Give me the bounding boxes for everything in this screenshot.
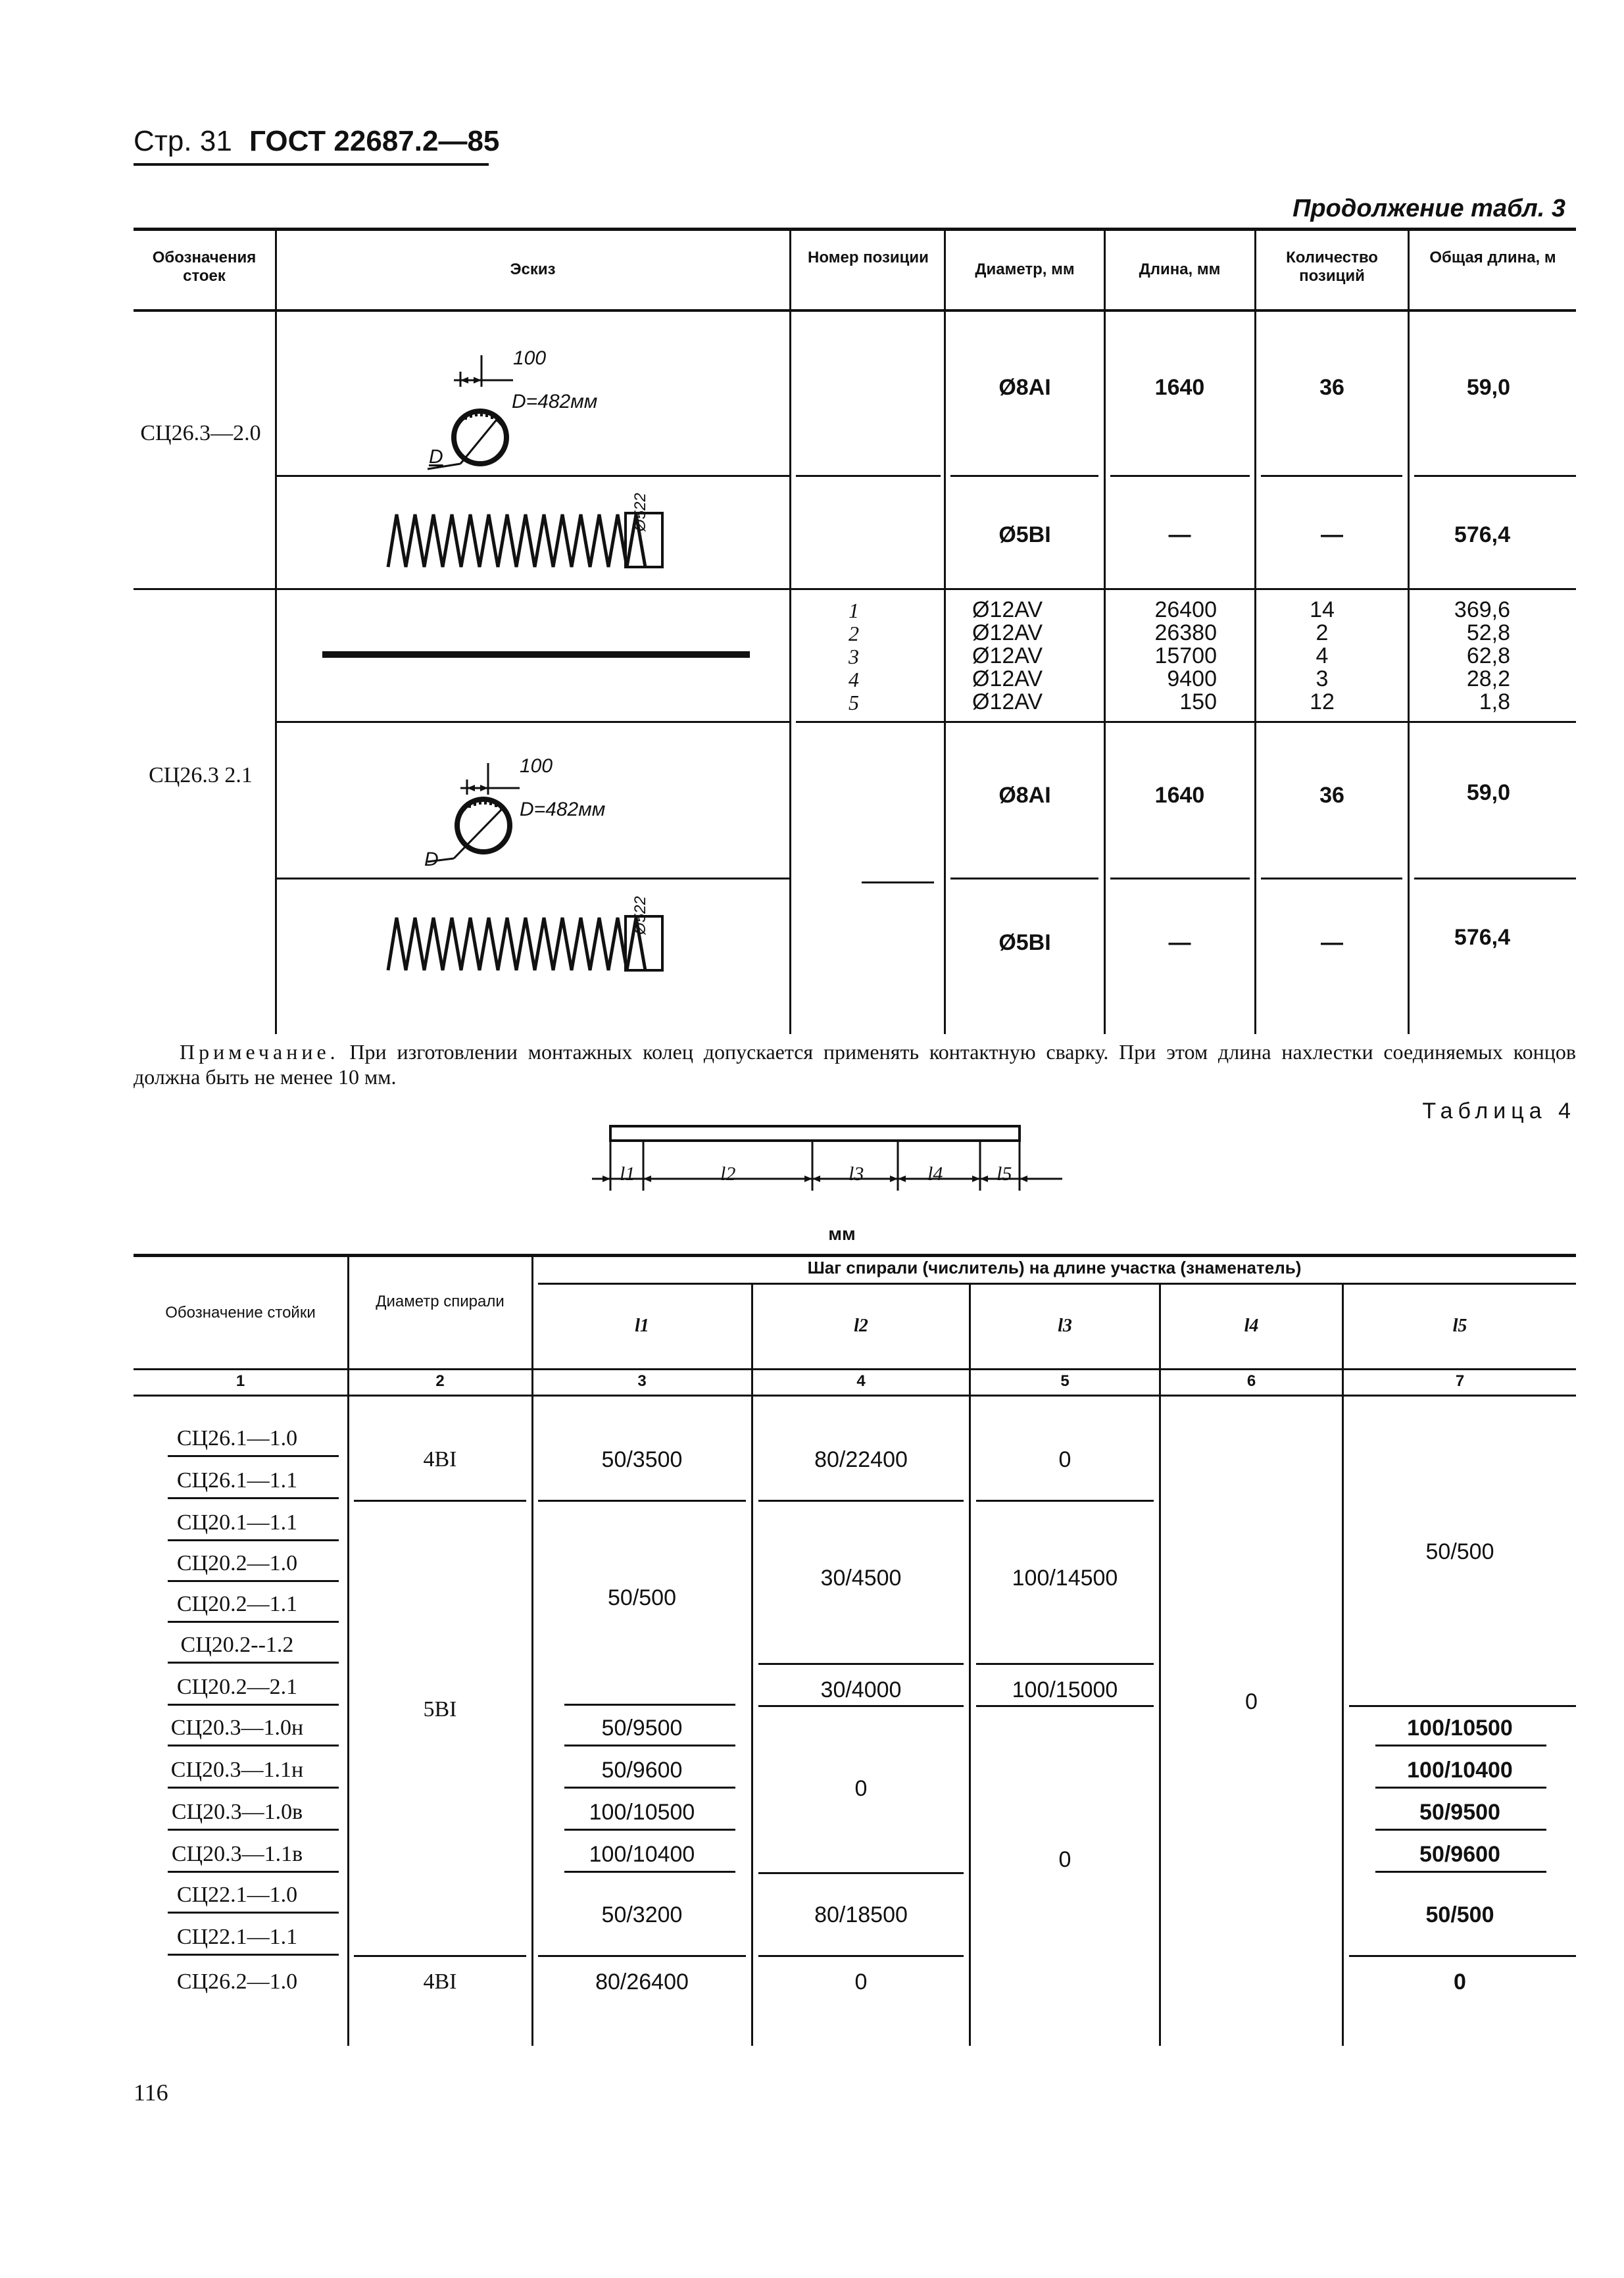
t4-colnum-6: 6: [1246, 1372, 1256, 1390]
t3-r0-diameter: Ø8AI: [998, 375, 1051, 400]
t4-l1-3: 50/9600: [601, 1758, 683, 1783]
t4-stand-2: СЦ20.1—1.1: [176, 1510, 298, 1535]
spiral-diameter-1: Ø522: [631, 493, 649, 532]
t3-col-diameter: Диаметр, мм: [975, 260, 1075, 278]
t3-r1-diameter: Ø5BI: [998, 522, 1051, 547]
t4-l1-0: 50/3500: [601, 1447, 683, 1472]
t4-l3-3: 0: [1058, 1847, 1071, 1872]
t3-r5-qty: 3: [1316, 666, 1329, 691]
t3-r7-length: 1640: [1154, 783, 1205, 808]
table4-units: мм: [828, 1224, 856, 1244]
t3-r0-qty: 36: [1319, 375, 1344, 400]
spiral-diameter-2: Ø522: [631, 896, 649, 935]
t3-r2-qty: 14: [1310, 597, 1335, 622]
t3-r5-total: 28,2: [1466, 666, 1510, 691]
t4-diam-1: 5BI: [423, 1697, 457, 1721]
t3-r2-diameter: Ø12AV: [972, 597, 1043, 622]
diagram-l5: l5: [997, 1163, 1012, 1185]
t4-sub-l3: l3: [1058, 1316, 1072, 1336]
t3-r3-diameter: Ø12AV: [972, 620, 1043, 645]
t4-l3-1: 100/14500: [1012, 1566, 1118, 1591]
t3-col-qty: Количество позиций: [1286, 249, 1378, 285]
t4-l5-2: 100/10400: [1407, 1758, 1513, 1783]
t3-r4-length: 15700: [1154, 643, 1217, 668]
diagram-l1: l1: [620, 1163, 635, 1185]
t4-sub-l2: l2: [854, 1316, 868, 1336]
t4-l2-1: 30/4500: [820, 1566, 902, 1591]
t4-l2-3: 0: [854, 1776, 868, 1801]
ring-letter-1: D: [429, 446, 443, 468]
table3-continuation: Продолжение табл. 3: [1292, 195, 1565, 222]
standard-number: ГОСТ 22687.2—85: [249, 125, 500, 157]
t3-r3-pos: 2: [849, 622, 859, 645]
t4-stand-0: СЦ26.1—1.0: [176, 1426, 298, 1450]
t4-stand-3: СЦ20.2—1.0: [176, 1551, 298, 1575]
t4-col-group: Шаг спирали (числитель) на длине участка (знаменатель): [807, 1258, 1302, 1277]
t4-l3-2: 100/15000: [1012, 1677, 1118, 1702]
t3-r3-qty: 2: [1316, 620, 1329, 645]
t3-r6-total: 1,8: [1479, 689, 1510, 714]
t4-l2-5: 0: [854, 1969, 868, 1994]
t3-r2-length: 26400: [1154, 597, 1217, 622]
page-label: Стр. 31: [134, 125, 232, 157]
t4-colnum-3: 3: [637, 1372, 647, 1390]
diagram-l4: l4: [927, 1163, 943, 1185]
t3-r1-length: —: [1168, 522, 1191, 547]
t3-r0-total: 59,0: [1466, 375, 1510, 400]
t4-l1-2: 50/9500: [601, 1716, 683, 1741]
page-number: 116: [134, 2079, 168, 2106]
t3-r6-diameter: Ø12AV: [972, 689, 1043, 714]
t3-r4-diameter: Ø12AV: [972, 643, 1043, 668]
t4-l4-0: 0: [1245, 1689, 1258, 1714]
t3-r8-qty: —: [1321, 930, 1343, 955]
t4-l2-4: 80/18500: [814, 1902, 908, 1927]
t4-stand-4: СЦ20.2—1.1: [176, 1592, 298, 1616]
t4-diam-2: 4BI: [423, 1969, 457, 1994]
header-rule: [134, 163, 489, 166]
t3-r8-length: —: [1168, 930, 1191, 955]
t4-stand-9: СЦ20.3—1.0в: [171, 1800, 303, 1824]
t4-l5-1: 100/10500: [1407, 1716, 1513, 1741]
t4-sub-l5: l5: [1452, 1316, 1467, 1336]
note-text: При изготовлении монтажных колец допускается применять контактную сварку. При этом длина нахлестки соединяемых концов должна быть не менее 10 мм.: [134, 1040, 1576, 1089]
t3-r0-length: 1640: [1154, 375, 1205, 400]
t4-l2-2: 30/4000: [820, 1677, 902, 1702]
t3-r2-total: 369,6: [1454, 597, 1510, 622]
t4-l2-0: 80/22400: [814, 1447, 908, 1472]
ring-diameter-2: D=482мм: [520, 799, 606, 820]
ring-letter-2: D: [424, 849, 439, 870]
t3-r7-diameter: Ø8AI: [998, 783, 1051, 808]
t4-l1-5: 100/10400: [589, 1842, 695, 1867]
t4-colnum-1: 1: [235, 1372, 245, 1390]
t4-l5-5: 50/500: [1425, 1902, 1494, 1927]
t3-col-length: Длина, мм: [1139, 260, 1221, 278]
ring-diameter-1: D=482мм: [512, 391, 598, 412]
t3-r6-length: 150: [1179, 689, 1217, 714]
page-header: [134, 125, 499, 158]
table4-title: Таблица 4: [1422, 1099, 1576, 1124]
t4-stand-13: СЦ26.2—1.0: [176, 1969, 298, 1994]
t3-r1-total: 576,4: [1454, 522, 1510, 547]
t3-col-position: Номер позиции: [808, 249, 929, 266]
t3-r6-qty: 12: [1310, 689, 1335, 714]
t3-r4-pos: 3: [849, 645, 859, 668]
t3-r7-total: 59,0: [1466, 780, 1510, 805]
t4-l3-0: 0: [1058, 1447, 1071, 1472]
t3-r1-qty: —: [1321, 522, 1343, 547]
t3-r5-pos: 4: [849, 668, 859, 691]
ring-pitch-1: 100: [513, 347, 547, 369]
t3-r5-length: 9400: [1167, 666, 1217, 691]
t4-stand-6: СЦ20.2—2.1: [176, 1675, 298, 1699]
t4-stand-10: СЦ20.3—1.1в: [171, 1842, 303, 1866]
t3-r2-pos: 1: [849, 599, 859, 622]
t3-r3-length: 26380: [1154, 620, 1217, 645]
t4-stand-11: СЦ22.1—1.0: [176, 1883, 298, 1907]
t3-r5-diameter: Ø12AV: [972, 666, 1043, 691]
t3-r6-pos: 5: [849, 691, 859, 714]
t3-col-stand: Обозначения стоек: [152, 249, 257, 285]
t4-l1-4: 100/10500: [589, 1800, 695, 1825]
t4-stand-7: СЦ20.3—1.0н: [170, 1716, 304, 1740]
t3-r8-diameter: Ø5BI: [998, 930, 1051, 955]
t4-colnum-7: 7: [1455, 1372, 1465, 1390]
t4-l5-3: 50/9500: [1419, 1800, 1500, 1825]
t4-stand-12: СЦ22.1—1.1: [176, 1925, 298, 1949]
t4-stand-1: СЦ26.1—1.1: [176, 1468, 298, 1493]
t4-sub-l4: l4: [1244, 1316, 1259, 1336]
note-label: Примечание.: [180, 1040, 339, 1064]
t3-col-sketch: Эскиз: [510, 260, 556, 278]
t4-l1-7: 80/26400: [595, 1969, 689, 1994]
t3-col-total: Общая длина, м: [1429, 249, 1556, 266]
t3-r3-total: 52,8: [1466, 620, 1510, 645]
t4-colnum-4: 4: [856, 1372, 866, 1390]
t3-group-2: СЦ26.3 2.1: [149, 763, 253, 787]
t4-l1-6: 50/3200: [601, 1902, 683, 1927]
t4-colnum-2: 2: [435, 1372, 445, 1390]
t4-l1-1: 50/500: [608, 1585, 676, 1610]
ring-pitch-2: 100: [520, 755, 553, 777]
t3-r7-qty: 36: [1319, 783, 1344, 808]
t4-stand-5: СЦ20.2--1.2: [180, 1633, 294, 1657]
diagram-l2: l2: [720, 1163, 736, 1185]
t4-col-stand: Обозначение стойки: [165, 1304, 316, 1322]
diagram-l3: l3: [849, 1163, 864, 1185]
t3-r4-total: 62,8: [1466, 643, 1510, 668]
t4-col-diameter: Диаметр спирали: [376, 1293, 504, 1310]
t4-l5-0: 50/500: [1425, 1539, 1494, 1564]
t4-colnum-5: 5: [1060, 1372, 1070, 1390]
t4-sub-l1: l1: [635, 1316, 649, 1336]
t4-l5-4: 50/9600: [1419, 1842, 1500, 1867]
t3-r8-total: 576,4: [1454, 925, 1510, 950]
t4-stand-8: СЦ20.3—1.1н: [170, 1758, 304, 1782]
t3-r4-qty: 4: [1316, 643, 1329, 668]
note: [134, 1039, 1576, 1089]
t3-group-1: СЦ26.3—2.0: [140, 421, 261, 445]
t4-diam-0: 4BI: [423, 1447, 457, 1472]
bar-sketch: [322, 651, 750, 658]
t4-l5-6: 0: [1454, 1969, 1466, 1994]
